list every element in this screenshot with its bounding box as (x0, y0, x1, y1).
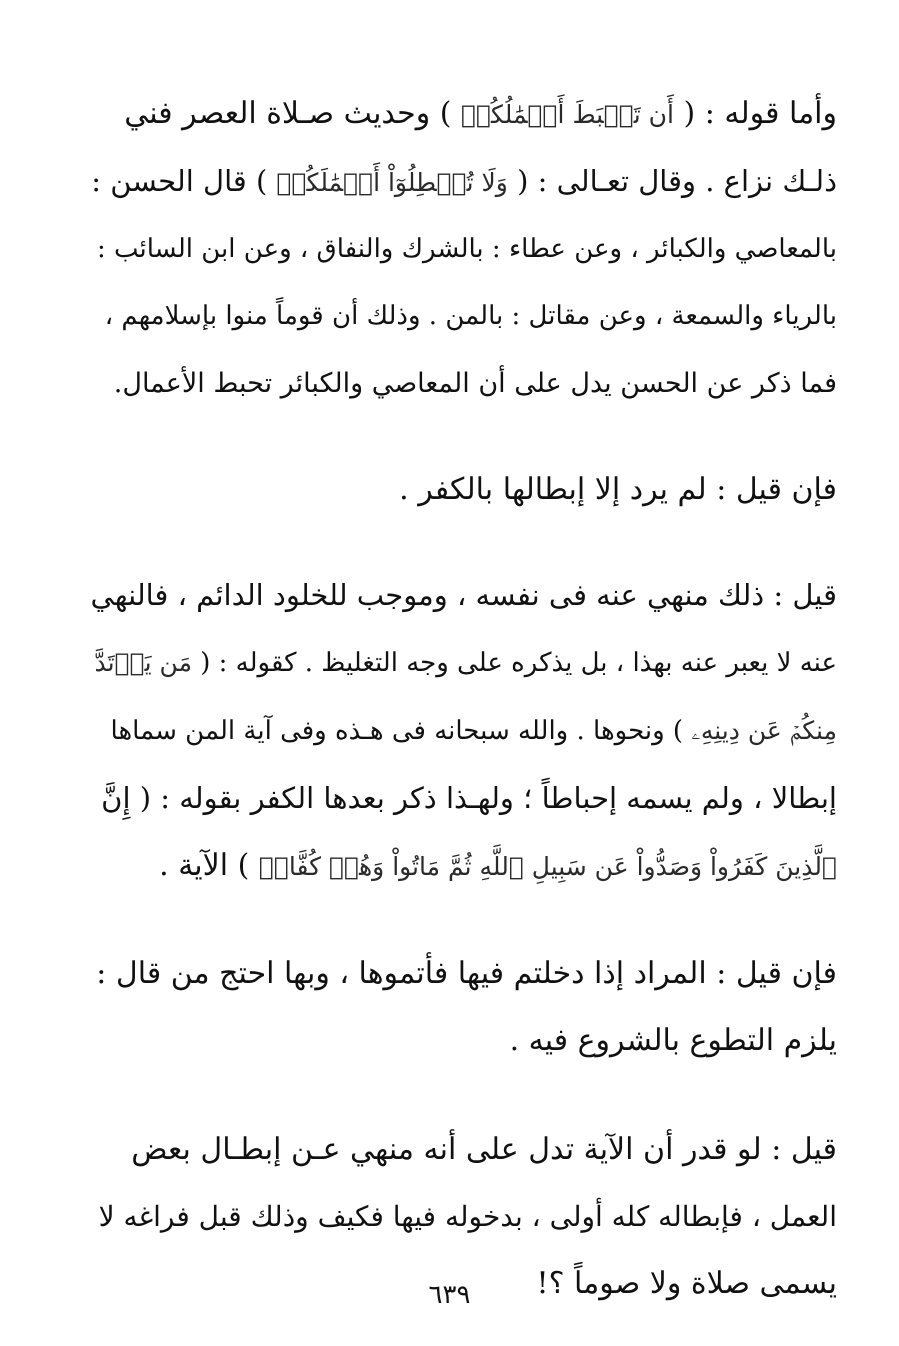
text-line: إبطالا ، ولم يسمه إحباطاً ؛ ولهـذا ذكر بعدها الكفر بقوله : ( إِنَّ (101, 781, 837, 815)
quran-quote: مَن يَرۡتَدَّ (94, 648, 192, 677)
text-line: فإن قيل : لم يرد إلا إبطالها بالكفر . (399, 472, 837, 507)
line-text: ) الآية . (159, 848, 259, 883)
text-line (90, 148, 837, 216)
paragraph-spacer (90, 900, 837, 940)
quran-quote: أَن تَحۡبَطَ أَعۡمَٰلُكُمۡ (461, 100, 674, 129)
text-line: بالرياء والسمعة ، وعن مقاتل : بالمن . وذلك أن قوماً منوا بإسلامهم ، (104, 301, 837, 331)
text-line: العمل ، فإبطاله كله أولى ، بدخوله فيها فكيف وذلك قبل فراغه لا (98, 1200, 837, 1233)
text-line (90, 629, 837, 697)
paragraph-spacer (90, 417, 837, 456)
quran-quote: وَلَا تُبۡطِلُوٓاْ أَعۡمَٰلَكُمۡ (276, 168, 508, 197)
text-line: قيل : لو قدر أن الآية تدل على أنه منهي عـن إبطـال بعض (131, 1132, 837, 1167)
page-number: ٦٣٩ (428, 1280, 471, 1310)
text-line (90, 80, 837, 148)
line-text: ) وحديث صـلاة العصر فني (124, 96, 461, 131)
text-line: فما ذكر عن الحسن يدل على أن المعاصي والكبائر تحبط الأعمال. (113, 368, 837, 399)
text-line (90, 832, 837, 900)
quran-quote: ٱلَّذِينَ كَفَرُواْ وَصَدُّواْ عَن سَبِيلِ ٱللَّهِ ثُمَّ مَاتُواْ وَهُمۡ كُفَّارٞ (258, 852, 837, 881)
line-text: ) ونحوها . والله سبحانه فى هـذه وفى آية المن سماها (110, 716, 692, 746)
paragraph-spacer (90, 523, 837, 562)
text-line: بالمعاصي والكبائر ، وعن عطاء : بالشرك والنفاق ، وعن ابن السائب : (96, 234, 837, 264)
line-text: ذلـك نزاع . وقال تعـالى : ( (507, 164, 837, 198)
paragraph-4 (90, 940, 837, 1074)
paragraph-spacer (90, 1074, 837, 1116)
paragraph-3 (90, 562, 837, 900)
text-line: يلزم التطوع بالشروع فيه . (509, 1023, 837, 1058)
quran-quote: مِنكُمۡ عَن دِينِهِۦ (691, 716, 837, 745)
text-line (90, 697, 837, 765)
line-text: وأما قوله : ( (673, 96, 837, 131)
line-text: عنه لا يعبر عنه بهذا ، بل يذكره على وجه التغليظ . كقوله : ( (191, 648, 837, 678)
paragraph-1 (90, 80, 837, 417)
text-line: فإن قيل : المراد إذا دخلتم فيها فأتموها ، وبها احتج من قال : (96, 956, 837, 991)
text-line: قيل : ذلك منهي عنه فى نفسه ، وموجب للخلود الدائم ، فالنهي (90, 578, 837, 612)
paragraph-2 (90, 456, 837, 523)
text-line: يسمى صلاة ولا صوماً ؟! (536, 1266, 837, 1301)
line-text: ) قال الحسن : (91, 164, 277, 198)
